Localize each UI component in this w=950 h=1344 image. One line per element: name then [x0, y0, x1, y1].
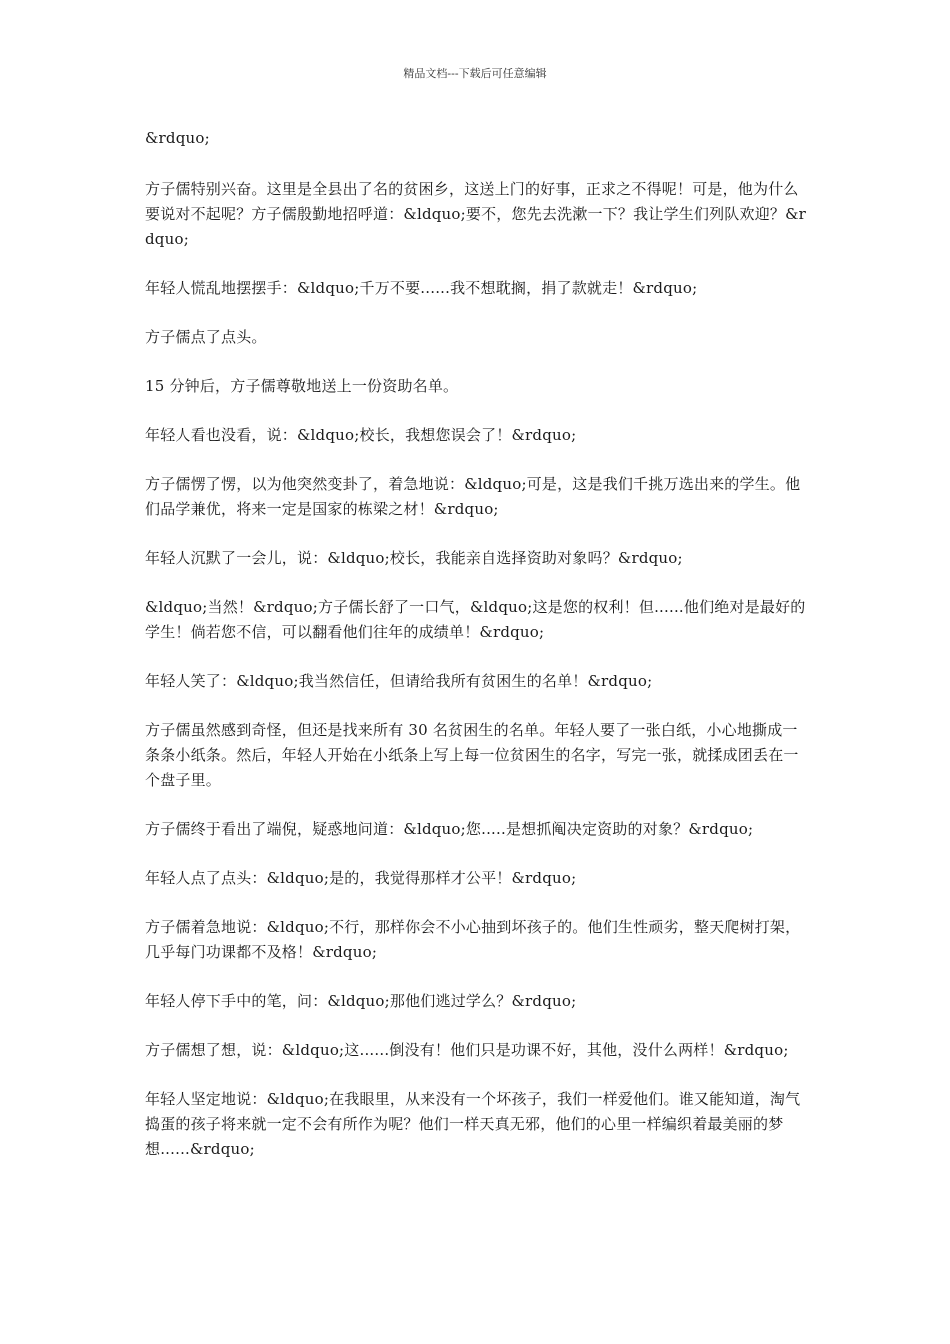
paragraph: 15 分钟后，方子儒尊敬地送上一份资助名单。: [145, 377, 459, 395]
paragraph: 年轻人沉默了一会儿，说：&ldquo;校长，我能亲自选择资助对象吗？&rdquo;: [145, 549, 683, 567]
paragraph: 年轻人停下手中的笔，问：&ldquo;那他们逃过学么？&rdquo;: [145, 992, 577, 1010]
paragraph: 方子儒虽然感到奇怪，但还是找来所有 30 名贫困生的名单。年轻人要了一张白纸，小心地撕成一条条小纸条。然后，年轻人开始在小纸条上写上每一位贫困生的名字，写完一张，就揉成团丢在一个盘子里。: [145, 721, 799, 789]
paragraph: &ldquo;当然！&rdquo;方子儒长舒了一口气，&ldquo;这是您的权利！但......他们绝对是最好的学生！倘若您不信，可以翻看他们往年的成绩单！&rdquo;: [145, 598, 806, 641]
page-header: 精品文档---下载后可任意编辑: [403, 67, 547, 80]
paragraph: 年轻人笑了：&ldquo;我当然信任，但请给我所有贫困生的名单！&rdquo;: [145, 672, 653, 690]
paragraph: 方子儒着急地说：&ldquo;不行，那样你会不小心抽到坏孩子的。他们生性顽劣，整天爬树打架，几乎每门功课都不及格！&rdquo;: [145, 918, 801, 961]
paragraph: 方子儒特别兴奋。这里是全县出了名的贫困乡，这送上门的好事，正求之不得呢！可是，他为什么要说对不起呢？方子儒殷勤地招呼道：&ldquo;要不，您先去洗漱一下？我让学生们列队欢迎？&rdquo;: [145, 180, 807, 248]
paragraph: 年轻人看也没看，说：&ldquo;校长，我想您误会了！&rdquo;: [145, 426, 577, 444]
document-body: [145, 126, 811, 1186]
paragraph: 方子儒想了想，说：&ldquo;这......倒没有！他们只是功课不好，其他，没什么两样！&rdquo;: [145, 1041, 789, 1059]
paragraph: 年轻人点了点头：&ldquo;是的，我觉得那样才公平！&rdquo;: [145, 869, 577, 887]
paragraph: 年轻人坚定地说：&ldquo;在我眼里，从来没有一个坏孩子，我们一样爱他们。谁又能知道，淘气捣蛋的孩子将来就一定不会有所作为呢？他们一样天真无邪，他们的心里一样编织着最美丽的梦想......&rdquo;: [145, 1090, 801, 1158]
paragraph: 方子儒终于看出了端倪，疑惑地问道：&ldquo;您.....是想抓阄决定资助的对象？&rdquo;: [145, 820, 754, 838]
paragraph: 方子儒愣了愣，以为他突然变卦了，着急地说：&ldquo;可是，这是我们千挑万选出来的学生。他们品学兼优，将来一定是国家的栋梁之材！&rdquo;: [145, 475, 801, 518]
paragraph: 方子儒点了点头。: [145, 328, 267, 346]
paragraph: 年轻人慌乱地摆摆手：&ldquo;千万不要......我不想耽搁，捐了款就走！&rdquo;: [145, 279, 698, 297]
paragraph: &rdquo;: [145, 129, 210, 147]
